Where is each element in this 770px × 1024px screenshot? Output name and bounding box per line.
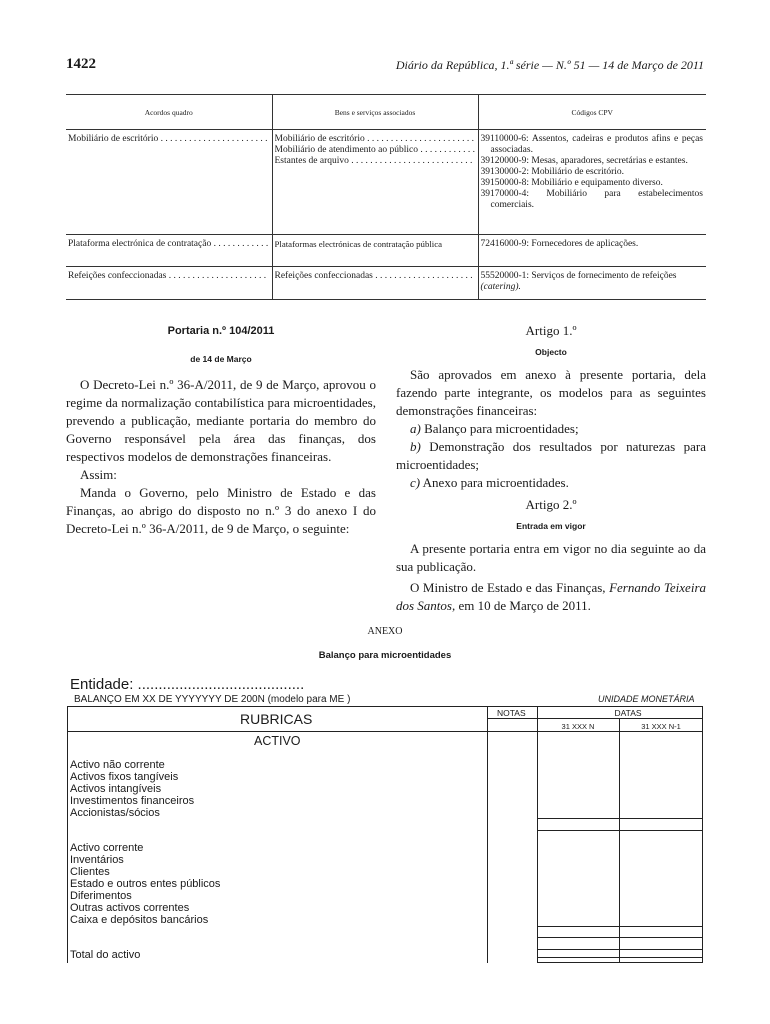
artigo-heading: Artigo 1.º xyxy=(525,323,577,338)
list-item: Diferimentos xyxy=(70,890,132,902)
list-item: Activos intangíveis xyxy=(70,783,162,795)
acordo-cell: Refeições confeccionadas . . . xyxy=(68,271,269,282)
balanco-header: BALANÇO EM XX DE YYYYYYY DE 200N (modelo para ME ) xyxy=(74,694,351,705)
portaria-paragraph: Manda o Governo, pelo Ministro de Estado e das Finanças, ao abrigo do disposto no n.º 3 do anexo I do Decreto-Lei n.º 36-A/2011, de 9 de Março, o seguinte: xyxy=(66,485,376,536)
portaria-title: Portaria n.º 104/2011 xyxy=(167,325,275,337)
bens-cell: Plataformas electrónicas de contratação pública xyxy=(274,239,443,249)
artigos-column xyxy=(396,322,706,615)
bens-cell: Refeições confeccionadas . . . xyxy=(275,271,475,282)
portaria-column xyxy=(66,322,376,538)
grid-line xyxy=(537,830,703,831)
grid-line xyxy=(537,937,703,938)
rubricas-heading: RUBRICAS xyxy=(240,711,313,727)
list-item: Inventários xyxy=(70,854,124,866)
running-title: Diário da República, 1.ª série — N.º 51 — 14 de Março de 2011 xyxy=(395,58,704,72)
activo-nao-corrente-block xyxy=(70,759,194,819)
acordo-cell: Mobiliário de escritório . . . xyxy=(68,134,269,145)
notas-heading: NOTAS xyxy=(497,708,526,718)
year-n1-heading: 31 XXX N-1 xyxy=(641,722,681,731)
artigo-heading: Artigo 2.º xyxy=(525,497,577,512)
section-title: Activo não corrente xyxy=(70,759,165,771)
portaria-paragraph: O Decreto-Lei n.º 36-A/2011, de 9 de Março, aprovou o regime da normalização contabilística para microentidades, prevendo a publicação, mediante portaria do membro do Governo responsável pela área das finanças, dos respectivos modelos de demonstrações financeiras. xyxy=(66,377,376,464)
col-header-acordos: Acordos quadro xyxy=(66,95,272,130)
signature-paragraph: O Ministro de Estado e das Finanças, Fernando Teixeira dos Santos, em 10 de Março de 2011. xyxy=(396,580,707,613)
list-item: Activos fixos tangíveis xyxy=(70,771,179,783)
list-item: Clientes xyxy=(70,866,110,878)
grid-line xyxy=(67,706,68,963)
datas-heading: DATAS xyxy=(614,708,642,718)
table-row xyxy=(66,130,706,235)
year-n-heading: 31 XXX N xyxy=(561,722,595,731)
anexo-title: Balanço para microentidades xyxy=(318,650,452,661)
total-activo: Total do activo xyxy=(70,949,141,961)
list-item: b) Demonstração dos resultados por naturezas para microentidades; xyxy=(396,439,706,472)
section-title: Activo corrente xyxy=(70,842,144,854)
cpv-code: 39130000-2: Mobiliário de escritório. xyxy=(480,167,625,177)
table-row xyxy=(66,235,706,267)
table-row xyxy=(66,267,706,300)
cpv-code: 55520000-1: Serviços de fornecimento de refeições xyxy=(480,271,677,281)
grid-line xyxy=(537,706,538,963)
grid-line xyxy=(487,718,703,719)
activo-heading: ACTIVO xyxy=(254,734,301,748)
list-item: Accionistas/sócios xyxy=(70,807,160,819)
cpv-code: 72416000-9: Fornecedores de aplicações. xyxy=(480,239,639,249)
grid-line xyxy=(537,926,703,927)
artigo-subheading: Objecto xyxy=(535,347,567,357)
col-header-codigos: Códigos CPV xyxy=(478,95,706,130)
cpv-code: 39150000-8: Mobiliário e equipamento diverso. xyxy=(480,178,663,188)
grid-line xyxy=(537,957,703,958)
col-header-bens: Bens e serviços associados xyxy=(272,95,478,130)
cpv-code: 39170000-4: Mobiliário para estabelecimentos comerciais. xyxy=(480,189,703,210)
page-number: 1422 xyxy=(66,56,96,72)
portaria-date: de 14 de Março xyxy=(190,354,252,364)
acordo-cell: Plataforma electrónica de contratação . . . xyxy=(68,239,269,250)
list-item: Outras activos correntes xyxy=(70,902,190,914)
cpv-code: 39120000-9: Mesas, aparadores, secretárias e estantes. xyxy=(480,156,688,166)
artigo-subheading: Entrada em vigor xyxy=(516,521,586,531)
bens-cell: Mobiliário de atendimento ao público . . . xyxy=(275,145,475,156)
grid-line xyxy=(537,949,703,950)
grid-line xyxy=(487,706,488,963)
grid-line xyxy=(537,962,703,963)
unidade-monetaria: UNIDADE MONETÁRIA xyxy=(598,694,695,704)
artigo-paragraph: São aprovados em anexo à presente portaria, dela fazendo parte integrante, os modelos para as seguintes demonstrações financeiras: xyxy=(396,367,706,418)
grid-line xyxy=(537,818,703,819)
cpv-code: 39110000-6: Assentos, cadeiras e produtos afins e peças associadas. xyxy=(480,134,703,155)
anexo-label: ANEXO xyxy=(367,626,403,637)
grid-line xyxy=(67,706,703,707)
grid-line xyxy=(67,731,703,732)
list-item: Caixa e depósitos bancários xyxy=(70,914,209,926)
artigo-paragraph: A presente portaria entra em vigor no dia seguinte ao da sua publicação. xyxy=(396,541,706,574)
bens-cell: Mobiliário de escritório . . . xyxy=(275,134,475,145)
list-item: a) Balanço para microentidades; xyxy=(410,421,579,436)
list-item: Estado e outros entes públicos xyxy=(70,878,221,890)
activo-corrente-block xyxy=(70,842,220,926)
grid-line xyxy=(702,706,703,963)
list-item: c) Anexo para microentidades. xyxy=(410,475,569,490)
cpv-code-note: (catering). xyxy=(480,282,521,292)
entidade-line: Entidade: ........................................ xyxy=(70,676,305,693)
portaria-paragraph: Assim: xyxy=(80,467,117,482)
cpv-table xyxy=(66,94,706,300)
bens-cell: Estantes de arquivo . . . xyxy=(275,156,475,167)
list-item: Investimentos financeiros xyxy=(70,795,195,807)
